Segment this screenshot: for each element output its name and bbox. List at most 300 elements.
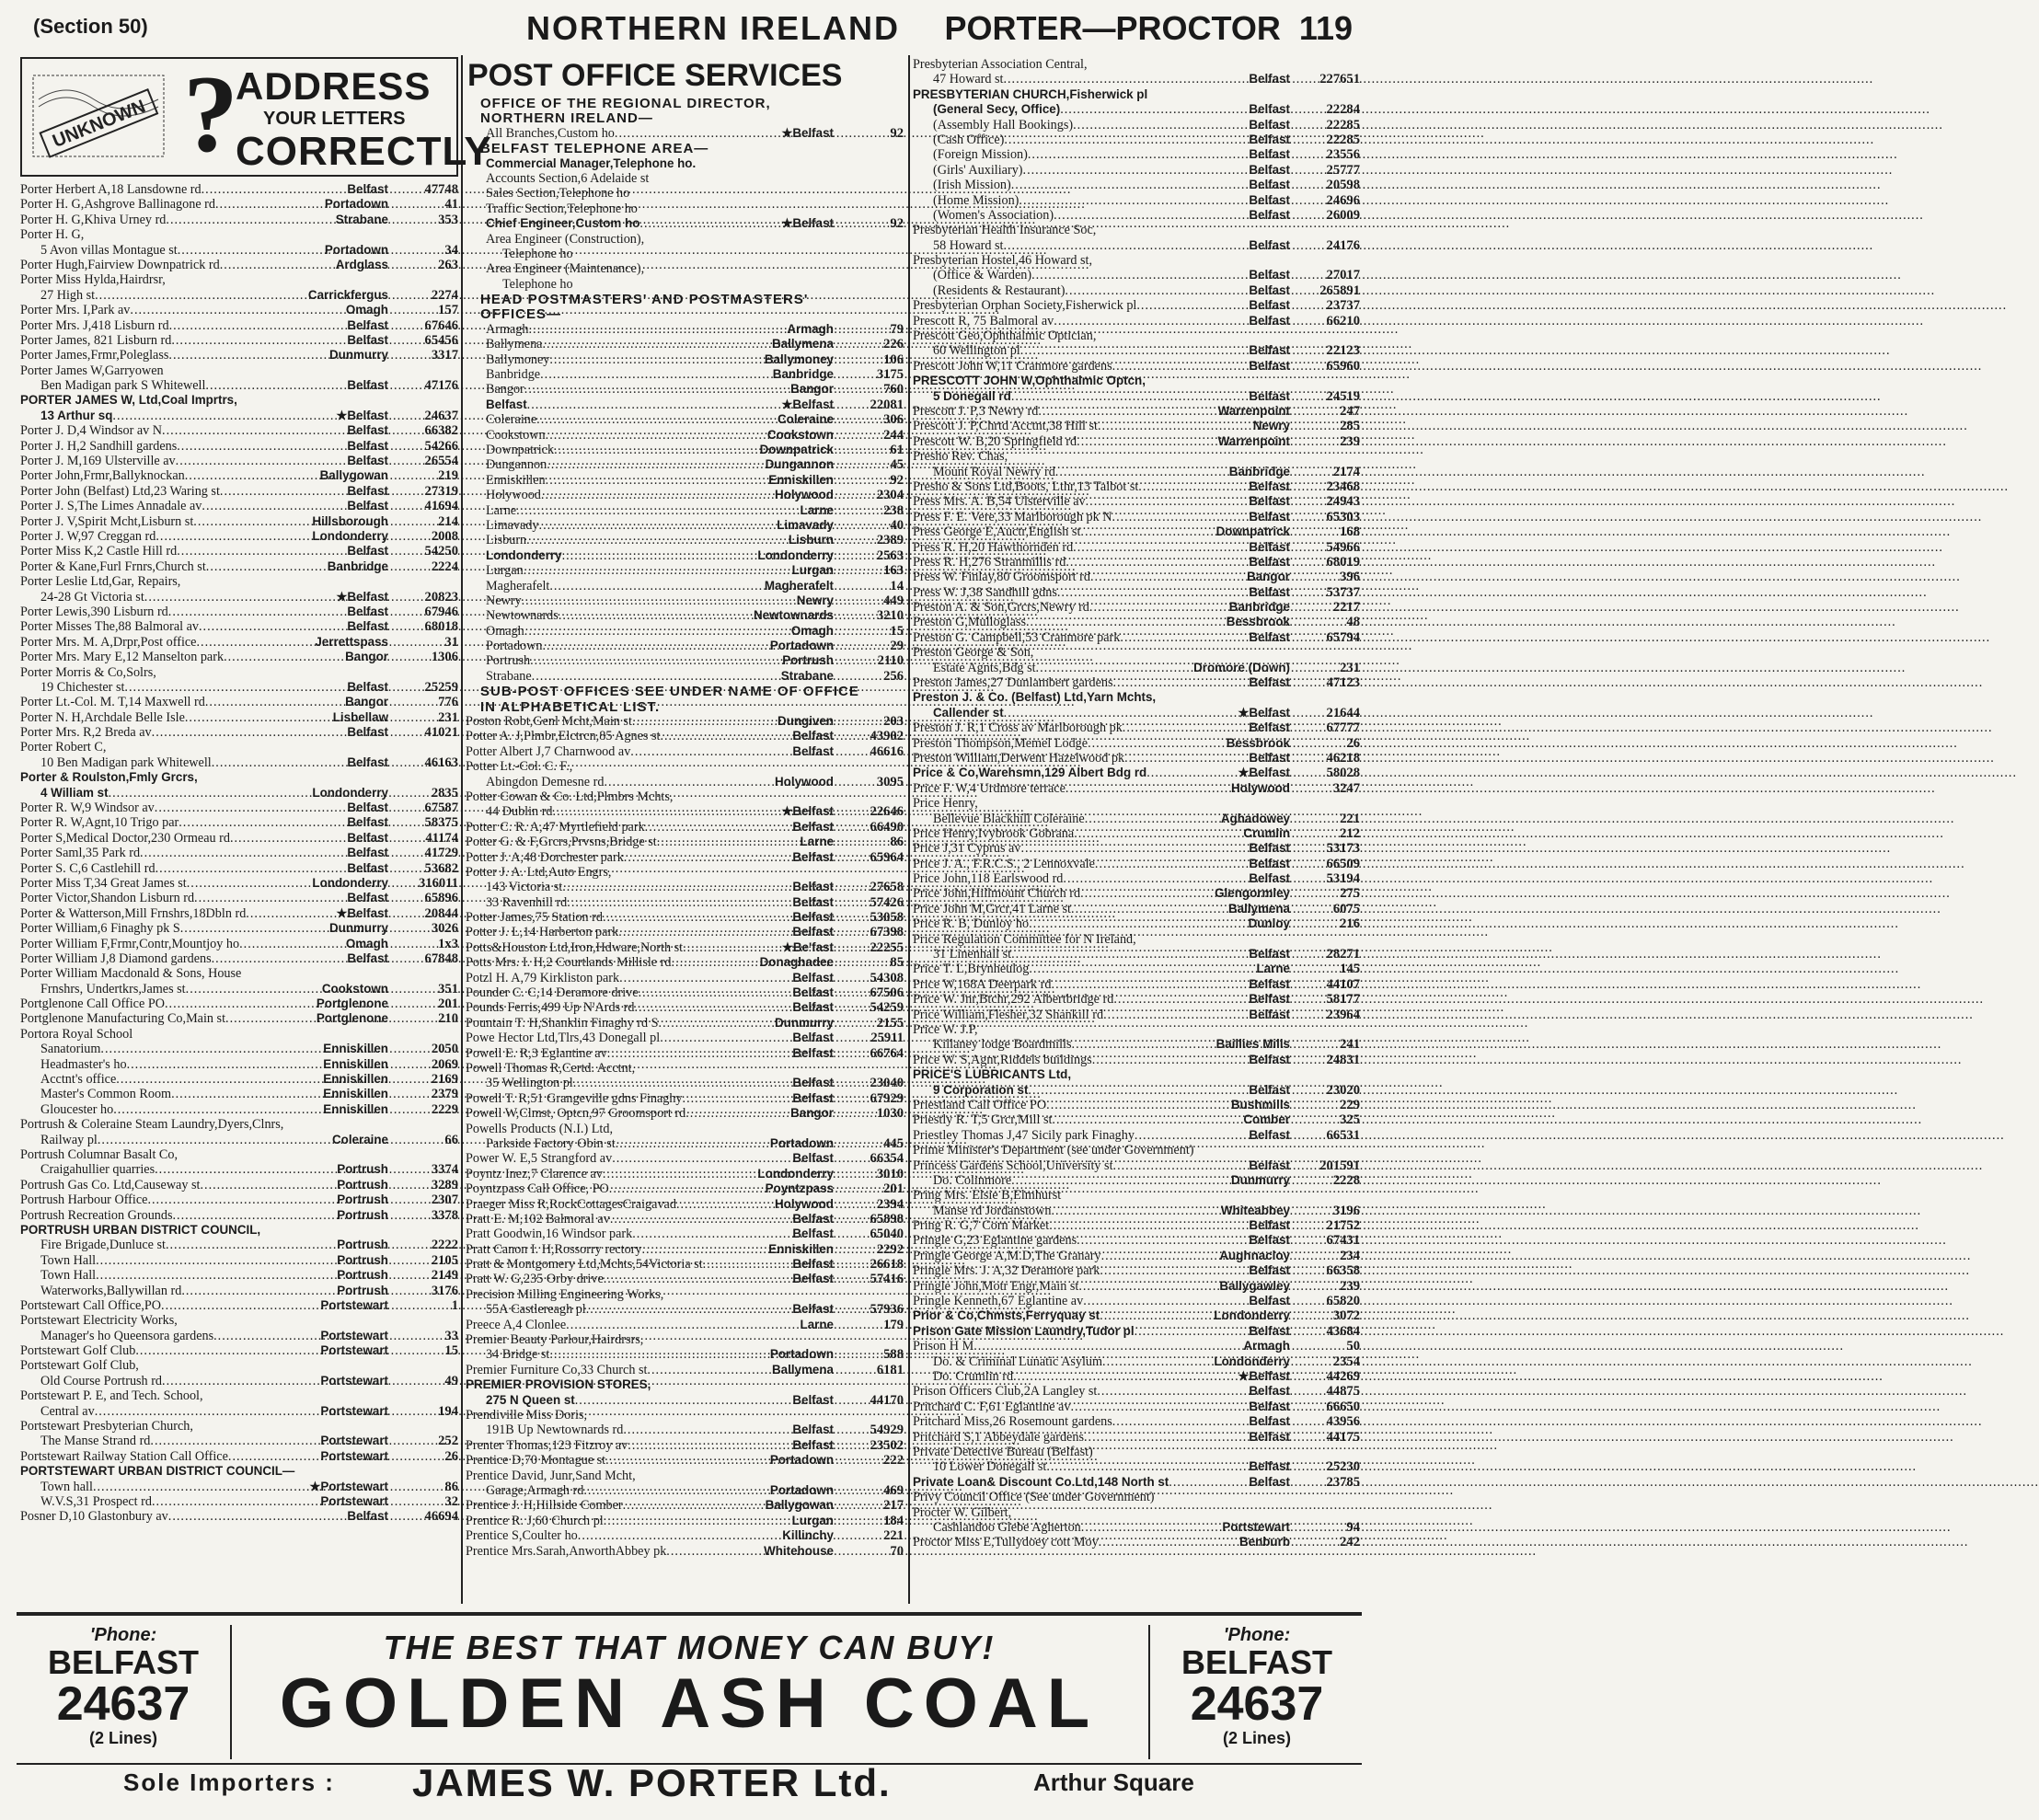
leader-dots xyxy=(1020,343,1248,358)
directory-entry xyxy=(20,303,458,317)
entry-name: PORTSTEWART URBAN DISTRICT COUNCIL— xyxy=(20,1464,295,1479)
directory-entry xyxy=(913,1384,1360,1399)
entry-phone-number: 25777 xyxy=(1326,162,1360,178)
leader-dots xyxy=(516,503,798,518)
leader-dots xyxy=(130,303,343,317)
entry-name: 5 Avon villas Montague st xyxy=(40,242,178,258)
entry-phone-number: 86 xyxy=(444,1479,458,1494)
leader-dots xyxy=(540,367,771,382)
entry-phone-number: 25911 xyxy=(870,1031,904,1046)
directory-entry xyxy=(466,247,904,261)
directory-entry xyxy=(20,725,458,740)
leader-dots xyxy=(1095,857,1247,871)
entry-name: Porter Mrs. J,418 Lisburn rd xyxy=(20,317,169,333)
entry-name: Precision Milling Engineering Works, xyxy=(466,1286,664,1302)
entry-phone-number: 54308 xyxy=(870,970,904,985)
directory-entry xyxy=(913,268,1360,282)
entry-phone-number: 29 xyxy=(890,639,904,654)
entry-phone-number: 65794 xyxy=(1326,629,1360,645)
directory-entry xyxy=(466,1544,904,1559)
entry-phone-number: 306 xyxy=(883,412,904,428)
question-mark-graphic: ? xyxy=(183,52,238,175)
entry-exchange: Ballygowan xyxy=(765,1498,834,1513)
leader-dots xyxy=(185,710,331,725)
entry-name: (Office & Warden) xyxy=(933,268,1032,283)
leader-dots xyxy=(1054,314,1247,328)
entry-name: Manager's ho Queensora gardens xyxy=(40,1328,214,1343)
entry-exchange: Lisbellaw xyxy=(332,709,388,724)
directory-entry xyxy=(466,1469,904,1483)
advert-line-correctly: CORRECTLY xyxy=(236,129,492,174)
entry-phone-number: 227651 xyxy=(1319,72,1360,87)
entry-phone-number: 44107 xyxy=(1326,976,1360,992)
entry-name: Porter R. W,Agnt,10 Trigo par xyxy=(20,815,179,831)
entry-exchange: Belfast xyxy=(1249,1323,1290,1338)
entry-phone-number: 45 xyxy=(890,457,904,473)
directory-entry xyxy=(913,1128,1360,1143)
entry-name: Prescott R, 75 Balmoral av xyxy=(913,313,1054,328)
entry-name: Bangor xyxy=(486,382,524,397)
entry-phone-number: 214 xyxy=(438,513,458,529)
entry-phone-number: 23020 xyxy=(1326,1082,1360,1098)
entry-name: 13 Arthur sq xyxy=(40,408,113,422)
leader-dots xyxy=(566,1318,798,1332)
directory-entry xyxy=(20,619,458,634)
entry-name: Priestley Thomas J,47 Sicily park Finaghy xyxy=(913,1127,1135,1143)
entry-phone-number: 2222 xyxy=(431,1238,458,1253)
entry-name: Prendiville Miss Doris, xyxy=(466,1407,588,1423)
directory-entry xyxy=(913,283,1360,298)
entry-phone-number: 49 xyxy=(444,1373,458,1388)
entry-exchange: Belfast xyxy=(1249,313,1290,328)
entry-exchange: Belfast xyxy=(347,754,388,769)
entry-phone-number: 1030 xyxy=(876,1106,904,1122)
entry-phone-number: 24696 xyxy=(1326,192,1360,208)
directory-entry xyxy=(466,789,904,804)
directory-entry xyxy=(913,1520,1360,1535)
entry-name: Prescott J. P,3 Newry rd xyxy=(913,403,1039,419)
leader-dots xyxy=(186,982,320,996)
directory-entry xyxy=(913,359,1360,374)
directory-entry xyxy=(20,333,458,348)
entry-phone-number: 21644 xyxy=(1326,705,1360,720)
entry-phone-number: 285 xyxy=(1340,419,1360,434)
directory-entry xyxy=(20,1178,458,1192)
entry-exchange: Belfast xyxy=(347,182,388,196)
entry-name: Porter J. V,Spirit Mcht,Lisburn st xyxy=(20,513,194,529)
entry-name: Pringle John,Motr Engr,Main st xyxy=(913,1278,1079,1294)
entry-phone-number: 25259 xyxy=(424,679,458,695)
entry-exchange: Belfast xyxy=(1249,388,1290,403)
entry-phone-number: 2110 xyxy=(877,653,904,669)
entry-phone-number: 351 xyxy=(438,981,458,996)
directory-entry xyxy=(466,1318,904,1332)
leader-dots xyxy=(1049,1218,1247,1233)
entry-exchange: Enniskillen xyxy=(323,1056,388,1071)
entry-exchange: Dunmurry xyxy=(1231,1172,1290,1187)
entry-name: Mount Royal Newry rd xyxy=(933,464,1055,479)
entry-phone-number: 3317 xyxy=(431,348,458,363)
entry-exchange: Belfast xyxy=(792,1045,834,1060)
entry-phone-number: 263 xyxy=(438,257,458,272)
entry-name: Belfast xyxy=(486,397,527,411)
entry-phone-number: 234 xyxy=(1340,1248,1360,1263)
entry-exchange: Belfast xyxy=(1249,178,1290,192)
directory-entry xyxy=(913,1037,1360,1052)
entry-name: Prentice J. H,Hillside Comber xyxy=(466,1498,623,1514)
entry-name: Porter S. C,6 Castlehill rd xyxy=(20,860,156,876)
entry-exchange: Belfast xyxy=(792,910,834,925)
directory-entry xyxy=(466,518,904,533)
entry-name: Sales Section,Telephone ho xyxy=(486,186,630,202)
entry-name: Armagh xyxy=(486,321,529,337)
directory-entry xyxy=(466,714,904,729)
entry-exchange: Portstewart xyxy=(320,1493,388,1508)
entry-exchange: Belfast xyxy=(1249,478,1290,493)
entry-phone-number: 217 xyxy=(883,1498,904,1514)
entry-phone-number: 469 xyxy=(883,1482,904,1498)
entry-name: W.V.S,31 Prospect rd xyxy=(40,1493,152,1509)
entry-name: PORTRUSH URBAN DISTRICT COUNCIL, xyxy=(20,1222,261,1237)
directory-entry xyxy=(466,775,904,789)
entry-name: Do. Colinmore xyxy=(933,1172,1012,1188)
entry-name: 55A Castlereagh pl xyxy=(486,1302,586,1318)
entry-phone-number: 145 xyxy=(1340,962,1360,977)
directory-entry xyxy=(466,141,904,156)
leader-dots xyxy=(100,1042,321,1056)
directory-entry xyxy=(20,680,458,695)
leader-dots xyxy=(1073,118,1247,132)
directory-entry xyxy=(20,1419,458,1434)
entry-exchange: Belfast xyxy=(347,846,388,860)
directory-entry xyxy=(466,971,904,985)
directory-entry xyxy=(20,1343,458,1358)
entry-exchange: Belfast xyxy=(1249,298,1290,313)
leader-dots xyxy=(623,1498,764,1513)
entry-name: Commercial Manager,Telephone ho. xyxy=(486,156,697,170)
leader-dots xyxy=(1101,1249,1218,1263)
leader-dots xyxy=(604,1272,791,1286)
entry-name: Portstewart Electricity Works, xyxy=(20,1313,178,1329)
entry-name: Presbyterian Health Insurance Soc, xyxy=(913,223,1097,238)
entry-exchange: Belfast xyxy=(1249,554,1290,569)
leader-dots xyxy=(542,337,770,351)
directory-entry xyxy=(913,1218,1360,1233)
entry-exchange: Portadown xyxy=(769,1347,834,1362)
entry-exchange: Belfast xyxy=(1249,675,1290,690)
entry-phone-number: 92 xyxy=(890,125,904,141)
entry-name: Price J. A., F.R.C.S., 2 Lennoxvale xyxy=(913,856,1095,871)
directory-entry xyxy=(466,1438,904,1453)
entry-name: PREMIER PROVISION STORES, xyxy=(466,1377,651,1392)
directory-entry xyxy=(20,1434,458,1448)
directory-entry xyxy=(466,1347,904,1362)
entry-exchange: Portadown xyxy=(324,242,388,257)
entry-phone-number: 24176 xyxy=(1326,237,1360,253)
entry-exchange: ★Belfast xyxy=(781,125,834,140)
directory-entry xyxy=(20,227,458,242)
entry-phone-number: 67431 xyxy=(1326,1233,1360,1249)
entry-phone-number: 2379 xyxy=(431,1087,458,1102)
leader-dots xyxy=(526,533,787,547)
entry-exchange: Donaghadee xyxy=(759,955,834,970)
entry-name: Preston A. & Son,Grcrs,Newry rd xyxy=(913,600,1089,616)
entry-name: Powells Products (N.I.) Ltd, xyxy=(466,1121,613,1136)
entry-phone-number: 6075 xyxy=(1332,901,1360,916)
entry-name: Portstewart Call Office,PO xyxy=(20,1297,162,1313)
entry-phone-number: 54250 xyxy=(424,544,458,559)
entry-name: Porter Hugh,Fairview Downpatrick rd xyxy=(20,257,220,272)
entry-name: Presbyterian Hostel,46 Howard st, xyxy=(913,253,1093,269)
entry-name: Town Hall xyxy=(40,1268,97,1284)
entry-name: Porter Robert C, xyxy=(20,740,107,755)
entry-phone-number: 15 xyxy=(890,623,904,639)
entry-name: Presho & Sons Ltd,Boots, Lthr,13 Talbot st xyxy=(913,478,1139,494)
entry-name: Railway pl xyxy=(40,1132,98,1147)
leader-dots xyxy=(1124,751,1247,766)
directory-entry xyxy=(20,258,458,272)
entry-exchange: Portrush xyxy=(337,1207,388,1222)
entry-exchange: Belfast xyxy=(1249,343,1290,358)
entry-name: Chief Engineer,Custom ho xyxy=(486,216,640,231)
leader-dots xyxy=(93,1480,307,1494)
entry-phone-number: 23737 xyxy=(1326,298,1360,314)
entry-phone-number: 41729 xyxy=(424,846,458,861)
entry-name: NORTHERN IRELAND— xyxy=(480,110,653,127)
entry-exchange: Aghadowey xyxy=(1220,811,1290,825)
directory-entry xyxy=(466,1483,904,1498)
directory-entry xyxy=(466,1091,904,1106)
directory-entry xyxy=(20,182,458,197)
entry-name: Prenter Thomas,123 Fitzroy av xyxy=(466,1437,628,1453)
entry-exchange: Holywood xyxy=(1231,780,1290,795)
directory-entry xyxy=(20,906,458,921)
directory-entry xyxy=(20,288,458,303)
entry-exchange: Portrush xyxy=(337,1283,388,1297)
listing-right xyxy=(913,57,1360,1550)
leader-dots xyxy=(554,443,758,457)
leader-dots xyxy=(530,653,780,668)
importer-address: Arthur Square xyxy=(1033,1768,1194,1796)
entry-phone-number: 26 xyxy=(1346,735,1360,751)
entry-exchange: Belfast xyxy=(1249,992,1290,1007)
entry-phone-number: 22081 xyxy=(870,397,904,412)
directory-entry xyxy=(466,1302,904,1317)
leader-dots xyxy=(657,835,799,849)
entry-name: Pringle George A,M.D,The Granary xyxy=(913,1248,1101,1263)
entry-phone-number: 22284 xyxy=(1326,102,1360,118)
leader-dots xyxy=(1086,494,1248,509)
directory-entry xyxy=(20,831,458,846)
entry-phone-number: 23556 xyxy=(1326,147,1360,163)
leader-dots xyxy=(1123,720,1248,735)
entry-phone-number: 3175 xyxy=(876,367,904,383)
entry-name: Porter J. W,97 Creggan rd xyxy=(20,528,156,544)
entry-exchange: Belfast xyxy=(1249,102,1290,117)
entry-name: Premier Beauty Parlour,Hairdrsrs, xyxy=(466,1332,644,1348)
entry-phone-number: 86 xyxy=(890,835,904,850)
phone-number: 24637 xyxy=(1190,1677,1324,1731)
entry-name: Portglenone Call Office PO xyxy=(20,996,165,1012)
entry-phone-number: 25230 xyxy=(1326,1459,1360,1475)
directory-entry xyxy=(913,766,1360,780)
entry-exchange: Belfast xyxy=(792,1090,834,1105)
entry-exchange: ★Belfast xyxy=(336,408,388,422)
entry-name: Porter Morris & Co,Solrs, xyxy=(20,664,156,680)
directory-entry xyxy=(466,910,904,925)
leader-dots xyxy=(666,1544,762,1559)
directory-entry xyxy=(466,608,904,623)
entry-exchange: Belfast xyxy=(1249,1233,1290,1248)
directory-entry xyxy=(466,292,904,306)
entry-name: (Girls' Auxiliary) xyxy=(933,162,1023,178)
phone-city: BELFAST xyxy=(47,1643,199,1681)
directory-entry xyxy=(466,835,904,849)
entry-exchange: ★Be'fast xyxy=(781,939,834,954)
entry-exchange: Carrickfergus xyxy=(307,287,388,302)
entry-name: Priestland Call Office PO xyxy=(913,1097,1047,1112)
entry-exchange: Belfast xyxy=(1249,1218,1290,1233)
entry-name: Price John,118 Earlswood rd xyxy=(913,871,1064,887)
entry-name: Porter H. G, xyxy=(20,227,85,243)
leader-dots xyxy=(529,322,786,337)
entry-exchange: Belfast xyxy=(792,1272,834,1286)
leader-dots xyxy=(660,1031,790,1045)
leader-dots xyxy=(205,378,345,393)
entry-exchange: Belfast xyxy=(1249,358,1290,373)
directory-entry xyxy=(20,243,458,258)
entry-exchange: Belfast xyxy=(1249,1007,1290,1021)
entry-name: Potter J. L,14 Harberton park xyxy=(466,925,619,940)
directory-entry xyxy=(466,337,904,351)
directory-entry xyxy=(20,1042,458,1056)
entry-exchange: Larne xyxy=(800,1317,834,1331)
directory-entry xyxy=(913,389,1360,404)
entry-name: Gloucester ho xyxy=(40,1101,114,1117)
entry-exchange: Portadown xyxy=(769,1482,834,1497)
entry-name: Omagh xyxy=(486,623,524,639)
entry-name: Garage,Armagh rd xyxy=(486,1482,584,1498)
directory-entry xyxy=(466,96,904,110)
entry-name: Press George E,Auctr,English st xyxy=(913,524,1081,540)
entry-phone-number: 6181 xyxy=(876,1362,904,1377)
entry-exchange: Belfast xyxy=(792,894,834,909)
entry-phone-number: 67929 xyxy=(870,1090,904,1106)
leader-dots xyxy=(1020,841,1247,856)
leader-dots xyxy=(1011,947,1247,962)
entry-phone-number: 65303 xyxy=(1326,509,1360,524)
entry-exchange: Belfast xyxy=(792,925,834,939)
directory-entry xyxy=(20,197,458,212)
entry-name: 19 Chichester st xyxy=(40,679,125,695)
entry-phone-number: 26618 xyxy=(870,1257,904,1273)
entry-name: OFFICE OF THE REGIONAL DIRECTOR, xyxy=(480,96,771,111)
entry-phone-number: 210 xyxy=(438,1011,458,1027)
entry-name: Price W. Jnr,Btchr,292 Albertbridge rd xyxy=(913,992,1114,1008)
entry-phone-number: 68019 xyxy=(1326,554,1360,570)
entry-exchange: Londonderry xyxy=(312,785,388,800)
entry-name: Porter William Macdonald & Sons, House xyxy=(20,966,242,982)
entry-phone-number: 776 xyxy=(438,695,458,710)
entry-name: OFFICES— xyxy=(480,306,562,323)
entry-name: Price F. W,4 Urdmore terrace xyxy=(913,780,1066,796)
entry-name: Potts Mrs. I. H,2 Courtlands Millisle rd xyxy=(466,955,672,971)
leader-dots xyxy=(632,714,776,729)
entry-phone-number: 24943 xyxy=(1326,494,1360,510)
directory-entry xyxy=(20,1464,458,1479)
entry-name: (Irish Mission) xyxy=(933,178,1011,193)
entry-exchange: Ballymena xyxy=(772,1362,834,1377)
entry-name: 4 William st xyxy=(40,785,109,800)
entry-exchange: Portglenone xyxy=(316,1011,388,1026)
entry-phone-number: 46616 xyxy=(870,743,904,759)
entry-name: Private Detective Bureau (Belfast) xyxy=(913,1444,1093,1459)
leader-dots xyxy=(225,1011,315,1026)
directory-entry xyxy=(20,1313,458,1328)
entry-phone-number: 2008 xyxy=(431,528,458,544)
entry-name: Posner D,10 Glastonbury av xyxy=(20,1509,168,1525)
entry-name: Portstewart Golf Club xyxy=(20,1343,136,1359)
leader-dots xyxy=(1089,600,1227,615)
directory-entry xyxy=(913,600,1360,615)
unknown-stamp-icon xyxy=(29,72,167,160)
entry-name: HEAD POSTMASTERS' AND POSTMASTERS' xyxy=(480,292,809,308)
entry-exchange: Belfast xyxy=(347,499,388,513)
directory-entry xyxy=(913,947,1360,962)
directory-entry xyxy=(20,786,458,801)
entry-exchange: Larne xyxy=(800,835,834,849)
entry-phone-number: 2228 xyxy=(1332,1172,1360,1188)
leader-dots xyxy=(1077,1233,1247,1248)
entry-exchange: Belfast xyxy=(347,423,388,438)
directory-entry xyxy=(913,751,1360,766)
leader-dots xyxy=(1077,434,1216,449)
entry-name: Portora Royal School xyxy=(20,1026,133,1042)
entry-exchange: Belfast xyxy=(347,679,388,694)
entry-exchange: Belfast xyxy=(1249,494,1290,509)
directory-entry xyxy=(913,328,1360,343)
leader-dots xyxy=(1100,1308,1212,1323)
leader-dots xyxy=(171,333,345,348)
leader-dots xyxy=(603,910,790,925)
advert-product: GOLDEN ASH COAL xyxy=(279,1664,1100,1743)
phone-label: 'Phone: xyxy=(1223,1625,1291,1645)
entry-name: Press Mrs. A. B,54 Ulsterville av xyxy=(913,494,1086,510)
directory-entry xyxy=(913,1204,1360,1218)
entry-exchange: Enniskillen xyxy=(323,1072,388,1087)
directory-entry xyxy=(20,1358,458,1373)
entry-exchange: Belfast xyxy=(792,1151,834,1166)
entry-name: Prescott John W,11 Cranmore gardens xyxy=(913,358,1112,374)
entry-exchange: Belfast xyxy=(1249,72,1290,86)
entry-name: Prescott Geo,Ophthalmic Optician, xyxy=(913,328,1097,344)
entry-name: Poston Robt,Genl Mcht,Main st xyxy=(466,714,632,730)
entry-phone-number: 22285 xyxy=(1326,132,1360,147)
leader-dots xyxy=(1038,404,1215,419)
entry-exchange: Holywood xyxy=(775,774,834,789)
entry-phone-number: 66531 xyxy=(1326,1127,1360,1143)
entry-phone-number: 157 xyxy=(438,303,458,318)
entry-phone-number: 221 xyxy=(883,1528,904,1544)
entry-name: 191B Up Newtownards rd xyxy=(486,1423,624,1438)
entry-name: Prentice R. J,60 Church pl xyxy=(466,1513,604,1528)
leader-dots xyxy=(1085,812,1219,826)
entry-exchange: Downpatrick xyxy=(1215,524,1290,539)
entry-exchange: Portstewart xyxy=(320,1403,388,1418)
directory-entry xyxy=(913,1535,1360,1549)
entry-name: 27 High st xyxy=(40,287,96,303)
page-header xyxy=(20,7,1360,48)
